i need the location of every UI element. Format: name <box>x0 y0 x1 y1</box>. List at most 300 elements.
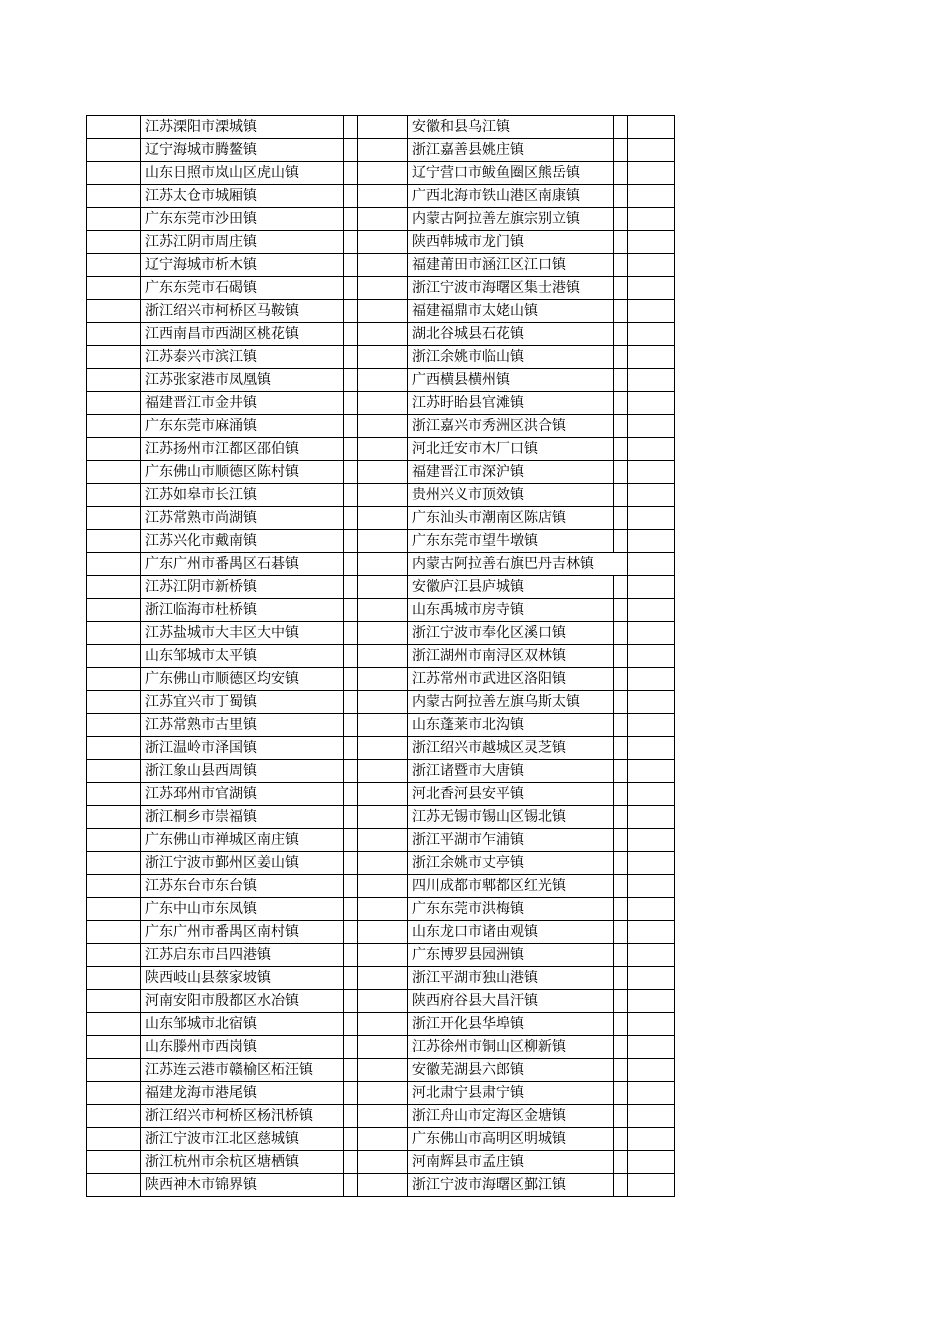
blank-cell <box>344 116 358 139</box>
blank-cell <box>614 300 628 323</box>
blank-cell <box>87 875 141 898</box>
table-row <box>87 208 675 231</box>
blank-cell <box>358 1059 408 1082</box>
blank-cell <box>358 990 408 1013</box>
blank-cell <box>358 300 408 323</box>
table-row <box>87 668 675 691</box>
blank-cell <box>358 254 408 277</box>
blank-cell <box>628 852 675 875</box>
blank-cell <box>614 668 628 691</box>
town-cell-left: 江苏东台市东台镇 <box>141 875 344 898</box>
blank-cell <box>614 231 628 254</box>
blank-cell <box>628 1036 675 1059</box>
blank-cell <box>344 760 358 783</box>
town-cell-left: 江苏连云港市赣榆区柘汪镇 <box>141 1059 344 1082</box>
town-cell-left: 江苏宜兴市丁蜀镇 <box>141 691 344 714</box>
blank-cell <box>358 346 408 369</box>
blank-cell <box>358 921 408 944</box>
blank-cell <box>614 461 628 484</box>
blank-cell <box>358 277 408 300</box>
table-row <box>87 944 675 967</box>
town-cell-right: 广东博罗县园洲镇 <box>408 944 614 967</box>
blank-cell <box>614 369 628 392</box>
town-cell-left: 福建龙海市港尾镇 <box>141 1082 344 1105</box>
blank-cell <box>344 714 358 737</box>
town-cell-right: 福建福鼎市太姥山镇 <box>408 300 614 323</box>
table-row <box>87 369 675 392</box>
town-cell-right: 浙江舟山市定海区金塘镇 <box>408 1105 614 1128</box>
blank-cell <box>358 1013 408 1036</box>
blank-cell <box>344 599 358 622</box>
town-cell-left: 江苏如皋市长江镇 <box>141 484 344 507</box>
blank-cell <box>344 668 358 691</box>
table-row <box>87 185 675 208</box>
blank-cell <box>628 116 675 139</box>
blank-cell <box>87 714 141 737</box>
blank-cell <box>87 806 141 829</box>
blank-cell <box>628 1082 675 1105</box>
table-body <box>87 116 675 1197</box>
town-cell-left: 浙江温岭市泽国镇 <box>141 737 344 760</box>
town-cell-right: 广西北海市铁山港区南康镇 <box>408 185 614 208</box>
blank-cell <box>628 944 675 967</box>
blank-cell <box>358 806 408 829</box>
blank-cell <box>628 737 675 760</box>
table-row <box>87 116 675 139</box>
blank-cell <box>628 921 675 944</box>
blank-cell <box>87 990 141 1013</box>
blank-cell <box>628 553 675 576</box>
town-cell-right: 江苏徐州市铜山区柳新镇 <box>408 1036 614 1059</box>
blank-cell <box>358 875 408 898</box>
blank-cell <box>344 300 358 323</box>
blank-cell <box>344 967 358 990</box>
town-cell-left: 浙江杭州市余杭区塘栖镇 <box>141 1151 344 1174</box>
blank-cell <box>614 783 628 806</box>
town-cell-right: 河北香河县安平镇 <box>408 783 614 806</box>
town-cell-right: 陕西韩城市龙门镇 <box>408 231 614 254</box>
blank-cell <box>614 852 628 875</box>
blank-cell <box>344 1128 358 1151</box>
blank-cell <box>87 737 141 760</box>
town-cell-left: 江苏江阴市周庄镇 <box>141 231 344 254</box>
blank-cell <box>614 944 628 967</box>
blank-cell <box>628 323 675 346</box>
blank-cell <box>614 622 628 645</box>
town-cell-left: 陕西神木市锦界镇 <box>141 1174 344 1197</box>
table-row <box>87 323 675 346</box>
blank-cell <box>344 231 358 254</box>
table-row <box>87 990 675 1013</box>
table-row <box>87 576 675 599</box>
town-cell-right: 安徽芜湖县六郎镇 <box>408 1059 614 1082</box>
blank-cell <box>614 1105 628 1128</box>
blank-cell <box>358 461 408 484</box>
table-row <box>87 875 675 898</box>
blank-cell <box>344 139 358 162</box>
town-cell-right: 广东东莞市洪梅镇 <box>408 898 614 921</box>
blank-cell <box>87 1036 141 1059</box>
blank-cell <box>344 323 358 346</box>
town-cell-right: 江苏盱眙县官滩镇 <box>408 392 614 415</box>
blank-cell <box>358 645 408 668</box>
town-cell-left: 浙江绍兴市柯桥区马鞍镇 <box>141 300 344 323</box>
blank-cell <box>358 760 408 783</box>
blank-cell <box>614 553 628 576</box>
blank-cell <box>628 783 675 806</box>
table-row <box>87 392 675 415</box>
town-cell-left: 广东东莞市沙田镇 <box>141 208 344 231</box>
blank-cell <box>614 760 628 783</box>
blank-cell <box>87 783 141 806</box>
blank-cell <box>358 714 408 737</box>
town-table <box>86 115 675 1197</box>
blank-cell <box>628 806 675 829</box>
town-cell-right: 福建晋江市深沪镇 <box>408 461 614 484</box>
blank-cell <box>614 1128 628 1151</box>
blank-cell <box>628 1151 675 1174</box>
blank-cell <box>628 369 675 392</box>
blank-cell <box>628 461 675 484</box>
blank-cell <box>344 921 358 944</box>
blank-cell <box>344 622 358 645</box>
town-cell-right: 浙江嘉兴市秀洲区洪合镇 <box>408 415 614 438</box>
blank-cell <box>358 1105 408 1128</box>
blank-cell <box>614 254 628 277</box>
blank-cell <box>87 944 141 967</box>
blank-cell <box>358 1036 408 1059</box>
blank-cell <box>628 1059 675 1082</box>
blank-cell <box>628 162 675 185</box>
town-cell-left: 广东佛山市禅城区南庄镇 <box>141 829 344 852</box>
blank-cell <box>358 484 408 507</box>
table-row <box>87 852 675 875</box>
table-row <box>87 553 675 576</box>
blank-cell <box>344 875 358 898</box>
blank-cell <box>358 185 408 208</box>
town-cell-left: 江苏盐城市大丰区大中镇 <box>141 622 344 645</box>
blank-cell <box>614 507 628 530</box>
town-cell-right: 山东禹城市房寺镇 <box>408 599 614 622</box>
blank-cell <box>87 415 141 438</box>
blank-cell <box>87 162 141 185</box>
blank-cell <box>614 898 628 921</box>
blank-cell <box>614 392 628 415</box>
town-cell-right: 湖北谷城县石花镇 <box>408 323 614 346</box>
blank-cell <box>628 990 675 1013</box>
town-cell-left: 广东中山市东凤镇 <box>141 898 344 921</box>
blank-cell <box>344 346 358 369</box>
town-cell-left: 江苏常熟市古里镇 <box>141 714 344 737</box>
town-cell-right: 内蒙古阿拉善左旗宗别立镇 <box>408 208 614 231</box>
table-row <box>87 1059 675 1082</box>
blank-cell <box>87 369 141 392</box>
town-cell-right: 安徽庐江县庐城镇 <box>408 576 614 599</box>
blank-cell <box>344 553 358 576</box>
blank-cell <box>87 668 141 691</box>
blank-cell <box>87 1059 141 1082</box>
blank-cell <box>87 1013 141 1036</box>
town-cell-right: 江苏常州市武进区洛阳镇 <box>408 668 614 691</box>
blank-cell <box>344 944 358 967</box>
blank-cell <box>344 898 358 921</box>
town-cell-right: 浙江宁波市奉化区溪口镇 <box>408 622 614 645</box>
blank-cell <box>628 898 675 921</box>
table-row <box>87 806 675 829</box>
town-cell-left: 广东东莞市麻涌镇 <box>141 415 344 438</box>
blank-cell <box>614 530 628 553</box>
town-cell-right: 广东东莞市望牛墩镇 <box>408 530 614 553</box>
blank-cell <box>87 507 141 530</box>
blank-cell <box>344 1174 358 1197</box>
blank-cell <box>614 921 628 944</box>
town-cell-left: 山东邹城市北宿镇 <box>141 1013 344 1036</box>
table-row <box>87 139 675 162</box>
town-cell-right: 浙江宁波市海曙区鄞江镇 <box>408 1174 614 1197</box>
blank-cell <box>87 185 141 208</box>
town-cell-right: 浙江宁波市海曙区集士港镇 <box>408 277 614 300</box>
blank-cell <box>628 760 675 783</box>
blank-cell <box>614 116 628 139</box>
blank-cell <box>628 346 675 369</box>
blank-cell <box>344 461 358 484</box>
town-cell-left: 辽宁海城市析木镇 <box>141 254 344 277</box>
table-row <box>87 760 675 783</box>
blank-cell <box>87 277 141 300</box>
blank-cell <box>628 484 675 507</box>
blank-cell <box>87 116 141 139</box>
blank-cell <box>358 139 408 162</box>
town-cell-left: 江苏溧阳市溧城镇 <box>141 116 344 139</box>
blank-cell <box>628 300 675 323</box>
blank-cell <box>614 185 628 208</box>
town-cell-left: 江苏常熟市尚湖镇 <box>141 507 344 530</box>
town-cell-left: 浙江桐乡市崇福镇 <box>141 806 344 829</box>
blank-cell <box>87 438 141 461</box>
town-cell-right: 浙江平湖市独山港镇 <box>408 967 614 990</box>
blank-cell <box>614 346 628 369</box>
town-cell-right: 安徽和县乌江镇 <box>408 116 614 139</box>
blank-cell <box>344 438 358 461</box>
town-cell-left: 广东佛山市顺德区陈村镇 <box>141 461 344 484</box>
blank-cell <box>628 438 675 461</box>
blank-cell <box>344 576 358 599</box>
blank-cell <box>87 254 141 277</box>
blank-cell <box>87 1105 141 1128</box>
blank-cell <box>614 484 628 507</box>
blank-cell <box>358 1082 408 1105</box>
town-cell-left: 浙江临海市杜桥镇 <box>141 599 344 622</box>
blank-cell <box>628 254 675 277</box>
town-cell-right: 山东蓬莱市北沟镇 <box>408 714 614 737</box>
blank-cell <box>87 231 141 254</box>
blank-cell <box>614 806 628 829</box>
town-cell-left: 陕西岐山县蔡家坡镇 <box>141 967 344 990</box>
blank-cell <box>344 691 358 714</box>
town-cell-left: 江苏泰兴市滨江镇 <box>141 346 344 369</box>
blank-cell <box>344 208 358 231</box>
blank-cell <box>358 116 408 139</box>
blank-cell <box>344 852 358 875</box>
town-cell-left: 河南安阳市殷都区水冶镇 <box>141 990 344 1013</box>
blank-cell <box>628 139 675 162</box>
blank-cell <box>344 1082 358 1105</box>
table-row <box>87 1082 675 1105</box>
table-row <box>87 231 675 254</box>
blank-cell <box>87 323 141 346</box>
blank-cell <box>614 1059 628 1082</box>
table-row <box>87 829 675 852</box>
blank-cell <box>614 1013 628 1036</box>
blank-cell <box>614 139 628 162</box>
town-cell-right: 四川成都市郫都区红光镇 <box>408 875 614 898</box>
blank-cell <box>358 829 408 852</box>
blank-cell <box>87 691 141 714</box>
town-cell-left: 广东东莞市石碣镇 <box>141 277 344 300</box>
blank-cell <box>628 1128 675 1151</box>
table-row <box>87 691 675 714</box>
blank-cell <box>628 231 675 254</box>
blank-cell <box>87 829 141 852</box>
table-row <box>87 898 675 921</box>
blank-cell <box>614 829 628 852</box>
blank-cell <box>358 944 408 967</box>
town-cell-right: 浙江余姚市丈亭镇 <box>408 852 614 875</box>
town-cell-right: 广西横县横州镇 <box>408 369 614 392</box>
blank-cell <box>628 668 675 691</box>
blank-cell <box>87 1151 141 1174</box>
blank-cell <box>358 691 408 714</box>
town-cell-right: 江苏无锡市锡山区锡北镇 <box>408 806 614 829</box>
town-cell-left: 辽宁海城市腾鳌镇 <box>141 139 344 162</box>
blank-cell <box>87 484 141 507</box>
blank-cell <box>358 162 408 185</box>
blank-cell <box>628 645 675 668</box>
town-cell-left: 广东广州市番禺区石碁镇 <box>141 553 344 576</box>
blank-cell <box>344 530 358 553</box>
town-cell-right: 内蒙古阿拉善左旗乌斯太镇 <box>408 691 614 714</box>
blank-cell <box>358 783 408 806</box>
blank-cell <box>614 875 628 898</box>
table-row <box>87 484 675 507</box>
blank-cell <box>344 645 358 668</box>
blank-cell <box>614 438 628 461</box>
blank-cell <box>344 1105 358 1128</box>
blank-cell <box>614 1082 628 1105</box>
table-row <box>87 162 675 185</box>
table-row <box>87 1151 675 1174</box>
table-row <box>87 622 675 645</box>
town-cell-right: 河北肃宁县肃宁镇 <box>408 1082 614 1105</box>
table-row <box>87 277 675 300</box>
town-cell-right: 辽宁营口市鲅鱼圈区熊岳镇 <box>408 162 614 185</box>
town-cell-left: 江苏太仓市城厢镇 <box>141 185 344 208</box>
blank-cell <box>344 1036 358 1059</box>
blank-cell <box>614 576 628 599</box>
town-cell-right: 河北迁安市木厂口镇 <box>408 438 614 461</box>
blank-cell <box>614 162 628 185</box>
blank-cell <box>614 1036 628 1059</box>
blank-cell <box>358 208 408 231</box>
blank-cell <box>614 1151 628 1174</box>
blank-cell <box>358 530 408 553</box>
town-cell-left: 福建晋江市金井镇 <box>141 392 344 415</box>
blank-cell <box>358 438 408 461</box>
town-cell-left: 浙江象山县西周镇 <box>141 760 344 783</box>
table-row <box>87 530 675 553</box>
blank-cell <box>628 691 675 714</box>
blank-cell <box>87 921 141 944</box>
blank-cell <box>87 622 141 645</box>
blank-cell <box>614 645 628 668</box>
town-cell-left: 江西南昌市西湖区桃花镇 <box>141 323 344 346</box>
blank-cell <box>344 829 358 852</box>
town-cell-right: 河南辉县市孟庄镇 <box>408 1151 614 1174</box>
table-row <box>87 346 675 369</box>
table-row <box>87 737 675 760</box>
town-cell-right: 山东龙口市诸由观镇 <box>408 921 614 944</box>
blank-cell <box>614 415 628 438</box>
blank-cell <box>614 691 628 714</box>
blank-cell <box>344 415 358 438</box>
table-row <box>87 967 675 990</box>
blank-cell <box>628 185 675 208</box>
blank-cell <box>358 507 408 530</box>
blank-cell <box>358 369 408 392</box>
town-cell-right: 广东佛山市高明区明城镇 <box>408 1128 614 1151</box>
blank-cell <box>358 323 408 346</box>
blank-cell <box>87 967 141 990</box>
town-cell-left: 浙江宁波市江北区慈城镇 <box>141 1128 344 1151</box>
blank-cell <box>87 1174 141 1197</box>
table-row <box>87 461 675 484</box>
table-row <box>87 921 675 944</box>
blank-cell <box>614 714 628 737</box>
blank-cell <box>87 1082 141 1105</box>
town-cell-right: 广东汕头市潮南区陈店镇 <box>408 507 614 530</box>
blank-cell <box>614 1174 628 1197</box>
blank-cell <box>628 622 675 645</box>
blank-cell <box>628 1174 675 1197</box>
blank-cell <box>358 1174 408 1197</box>
blank-cell <box>87 576 141 599</box>
town-cell-left: 江苏江阴市新桥镇 <box>141 576 344 599</box>
blank-cell <box>344 277 358 300</box>
town-cell-right: 浙江开化县华埠镇 <box>408 1013 614 1036</box>
table-row <box>87 645 675 668</box>
town-cell-left: 山东日照市岚山区虎山镇 <box>141 162 344 185</box>
blank-cell <box>358 668 408 691</box>
blank-cell <box>358 1151 408 1174</box>
blank-cell <box>358 967 408 990</box>
blank-cell <box>344 369 358 392</box>
blank-cell <box>628 714 675 737</box>
blank-cell <box>358 737 408 760</box>
blank-cell <box>628 1105 675 1128</box>
blank-cell <box>344 1013 358 1036</box>
blank-cell <box>358 1128 408 1151</box>
blank-cell <box>87 760 141 783</box>
blank-cell <box>628 599 675 622</box>
blank-cell <box>628 415 675 438</box>
blank-cell <box>344 484 358 507</box>
town-cell-right: 贵州兴义市顶效镇 <box>408 484 614 507</box>
town-cell-right: 浙江嘉善县姚庄镇 <box>408 139 614 162</box>
blank-cell <box>628 530 675 553</box>
town-cell-right: 福建莆田市涵江区江口镇 <box>408 254 614 277</box>
table-row <box>87 254 675 277</box>
town-cell-left: 广东广州市番禺区南村镇 <box>141 921 344 944</box>
